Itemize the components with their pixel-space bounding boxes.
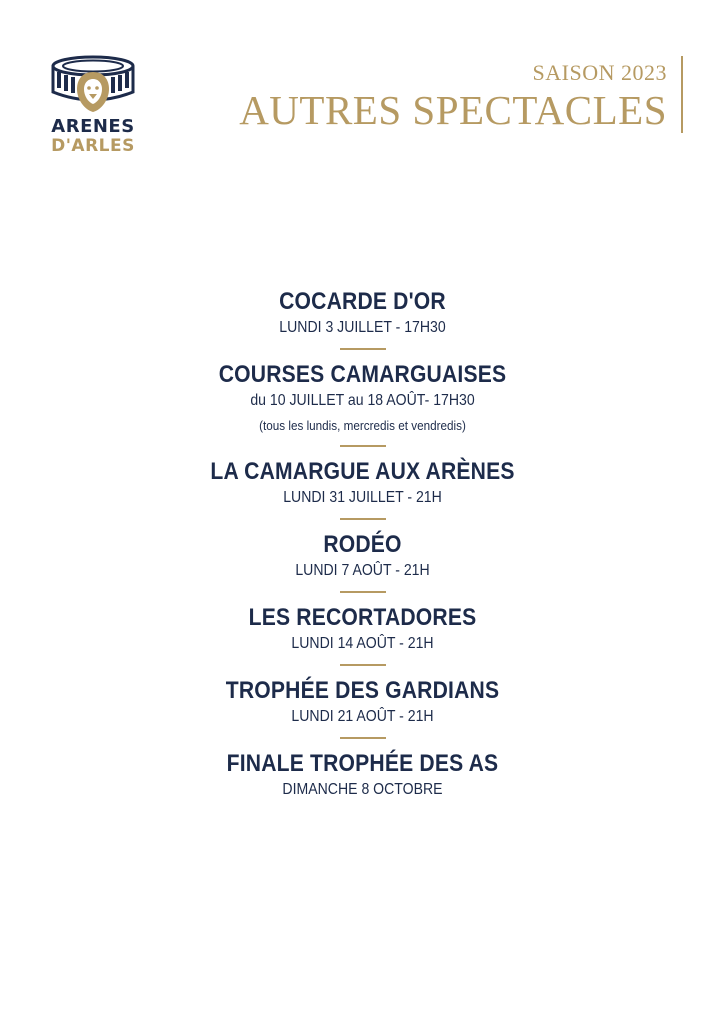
event-note: (tous les lundis, mercredis et vendredis) (259, 418, 466, 433)
event-name: FINALE TROPHÉE DES AS (226, 750, 499, 777)
event-item (0, 530, 725, 582)
logo-text-darles: D'ARLES (51, 136, 135, 156)
arena-lion-icon (44, 52, 142, 116)
divider (340, 591, 386, 593)
header-divider (681, 56, 683, 133)
events-list (0, 287, 725, 801)
divider (340, 664, 386, 666)
divider (340, 348, 386, 350)
event-name: COCARDE D'OR (279, 288, 446, 315)
event-date: du 10 JUILLET au 18 AOÛT- 17H30 (250, 392, 475, 409)
event-date: DIMANCHE 8 OCTOBRE (282, 781, 443, 798)
event-date: LUNDI 14 AOÛT - 21H (291, 635, 434, 652)
divider (340, 518, 386, 520)
event-date: LUNDI 3 JUILLET - 17H30 (279, 319, 446, 336)
arenes-logo (44, 52, 142, 164)
event-item (0, 360, 725, 436)
event-date: LUNDI 21 AOÛT - 21H (291, 708, 434, 725)
season-label: SAISON 2023 (532, 60, 667, 85)
page-title: AUTRES SPECTACLES (239, 87, 667, 133)
event-item (0, 603, 725, 655)
event-date: LUNDI 31 JUILLET - 21H (283, 489, 442, 506)
divider (340, 445, 386, 447)
event-name: LES RECORTADORES (248, 604, 477, 631)
event-item (0, 749, 725, 801)
logo-text-arenes: ARENES (51, 116, 135, 137)
event-name: TROPHÉE DES GARDIANS (225, 677, 500, 704)
event-item (0, 457, 725, 509)
page-header (239, 60, 667, 132)
event-name: COURSES CAMARGUAISES (218, 361, 507, 388)
divider (340, 737, 386, 739)
event-date: LUNDI 7 AOÛT - 21H (295, 562, 430, 579)
event-item (0, 676, 725, 728)
event-name: RODÉO (323, 531, 402, 558)
event-item (0, 287, 725, 339)
event-name: LA CAMARGUE AUX ARÈNES (210, 458, 515, 485)
